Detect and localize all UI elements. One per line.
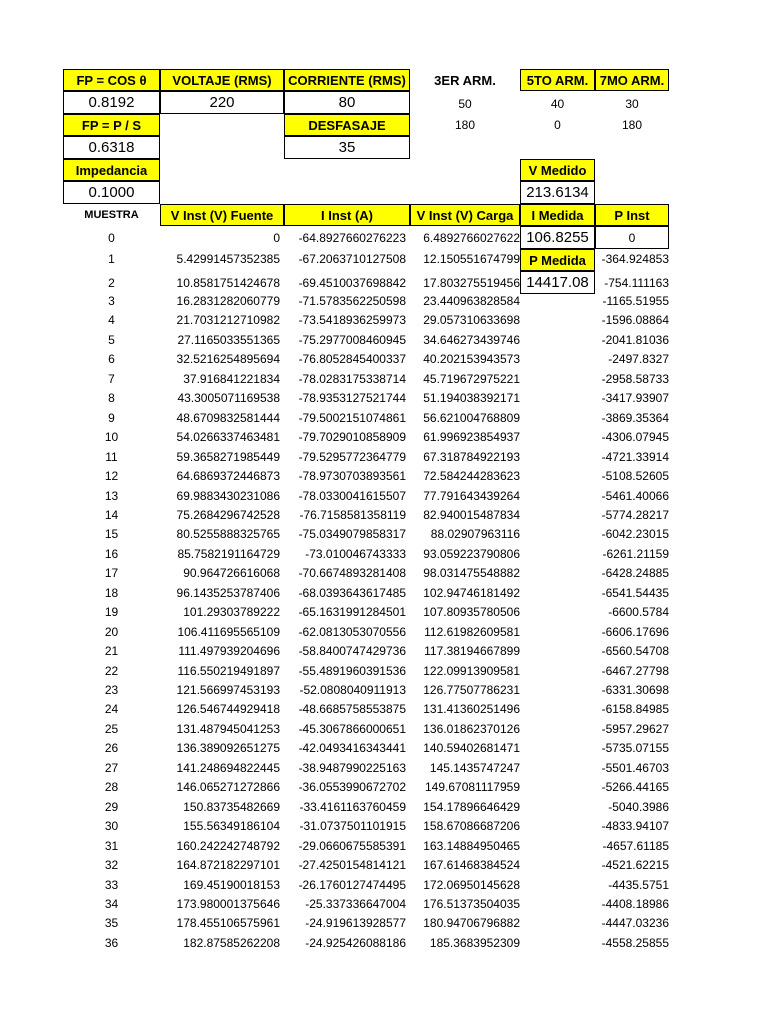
cell-i-inst: -73.5418936259973 [298, 313, 406, 328]
cell-p-inst: -364.924853 [601, 252, 669, 266]
cell-muestra: 11 [105, 449, 118, 464]
cell-p-inst: -2497.8327 [608, 352, 669, 367]
cell-v-carga: 122.09913909581 [423, 663, 520, 678]
cell-p-inst: -6606.17696 [601, 624, 669, 639]
cell-i-inst: -73.010046743333 [305, 546, 406, 561]
cell-v-fuente: 141.248694822445 [176, 760, 280, 775]
cell-v-carga: 45.719672975221 [423, 371, 520, 386]
cell-v-fuente: 155.56349186104 [183, 819, 280, 834]
cell-v-carga: 61.996923854937 [423, 430, 520, 445]
cell-p-inst: -754.111163 [604, 276, 669, 290]
cell-i-inst: -33.4161163760459 [299, 799, 406, 814]
cell-i-inst: -78.0283175338714 [298, 371, 406, 386]
arm3-label: 3ER ARM. [434, 72, 496, 88]
cell-v-carga: 77.791643439264 [423, 488, 520, 503]
cell-p-inst: -5501.46703 [601, 760, 669, 775]
arm5-label: 5TO ARM. [520, 69, 595, 91]
v-medido-value: 213.6134 [520, 181, 595, 204]
cell-v-fuente: 182.87585262208 [183, 935, 280, 950]
cell-i-inst: -29.0660675585391 [298, 838, 406, 853]
cell-muestra: 18 [104, 585, 119, 600]
cell-i-inst: -75.2977008460945 [298, 332, 406, 347]
cell-v-carga: 176.51373504035 [423, 896, 520, 911]
cell-muestra: 10 [104, 430, 119, 445]
cell-muestra: 14 [104, 507, 119, 522]
cell-p-inst: -4306.07945 [601, 430, 669, 445]
cell-i-inst: -36.0553990672702 [298, 780, 406, 795]
cell-p-inst: -6042.23015 [601, 527, 669, 542]
cell-i-inst: -67.2063710127508 [298, 252, 406, 266]
cell-v-carga: 180.94706796882 [423, 916, 520, 931]
cell-v-carga: 167.61468384524 [423, 858, 520, 873]
fp-cos-value: 0.8192 [63, 91, 160, 114]
cell-v-carga: 145.1435747247 [429, 760, 520, 775]
cell-v-carga: 140.59402681471 [423, 741, 520, 756]
cell-muestra: 8 [108, 391, 115, 406]
cell-p-inst: -6331.30698 [601, 683, 669, 697]
cell-p-inst: -6560.54708 [601, 644, 669, 659]
arm7-label: 7MO ARM. [595, 69, 669, 91]
cell-i-inst: -69.4510037698842 [298, 276, 406, 290]
cell-i-inst: -75.0349079858317 [298, 527, 406, 542]
cell-i-inst: -79.7029010858909 [298, 430, 406, 445]
arm5-phase: 0 [554, 118, 561, 132]
fp-ps-value: 0.6318 [63, 136, 160, 159]
cell-v-fuente: 10.8581751424678 [176, 276, 280, 290]
cell-v-fuente: 54.0266337463481 [176, 430, 280, 445]
cell-v-fuente: 121.566997453193 [176, 683, 280, 697]
cell-muestra: 23 [104, 683, 119, 697]
desfasaje-label: DESFASAJE [284, 114, 410, 136]
cell-v-fuente: 75.2684296742528 [176, 507, 280, 522]
i-medida-value: 106.8255 [520, 226, 595, 249]
cell-v-fuente: 69.9883430231086 [176, 488, 280, 503]
cell-v-fuente: 164.872182297101 [176, 858, 280, 873]
cell-muestra: 28 [104, 780, 119, 795]
cell-muestra: 32 [104, 858, 119, 873]
cell-v-fuente: 96.1435253787406 [176, 585, 280, 600]
cell-v-fuente: 136.389092651275 [176, 741, 280, 756]
cell-v-carga: 158.67086687206 [423, 819, 520, 834]
cell-v-fuente: 64.6869372446873 [176, 469, 280, 484]
cell-v-fuente: 43.3005071169538 [177, 391, 280, 406]
cell-v-carga: 163.14884950465 [423, 838, 520, 853]
cell-muestra: 29 [104, 799, 119, 814]
cell-p-inst: -5108.52605 [601, 469, 669, 484]
cell-v-fuente: 126.546744929418 [176, 702, 280, 717]
cell-v-fuente: 37.916841221834 [183, 371, 280, 386]
cell-v-fuente: 16.2831282060779 [176, 294, 280, 308]
cell-p-inst: -5735.07155 [601, 741, 669, 756]
cell-muestra: 30 [104, 819, 119, 834]
cell-v-fuente: 101.29303789222 [183, 605, 280, 620]
cell-v-carga: 136.01862370126 [423, 721, 520, 736]
cell-muestra: 26 [104, 741, 119, 756]
cell-v-carga: 40.202153943573 [423, 352, 520, 367]
cell-i-inst: -78.9730703893561 [298, 469, 406, 484]
cell-muestra: 17 [104, 566, 119, 581]
col-muestra: MUESTRA [84, 209, 139, 221]
cell-v-carga: 17.803275519456 [423, 276, 520, 290]
cell-v-carga: 88.02907963116 [430, 527, 520, 542]
cell-v-carga: 93.059223790806 [423, 546, 520, 561]
cell-v-carga: 98.031475548882 [423, 566, 520, 581]
cell-v-carga: 72.584244283623 [423, 469, 520, 484]
cell-p-inst: -4833.94107 [601, 819, 669, 834]
cell-muestra: 16 [104, 546, 119, 561]
cell-p-inst: 0 [628, 231, 636, 245]
cell-v-fuente: 80.5255888325765 [176, 527, 280, 542]
desfasaje-value: 35 [284, 136, 410, 159]
cell-muestra: 24 [104, 702, 119, 717]
cell-p-inst: -6467.27798 [601, 663, 669, 678]
v-medido-label: V Medido [520, 159, 595, 181]
cell-v-fuente: 48.6709832581444 [176, 410, 280, 425]
cell-i-inst: -48.6685758553875 [298, 702, 406, 717]
cell-v-fuente: 111.497939204696 [178, 644, 280, 659]
arm3-amplitude: 50 [458, 97, 472, 111]
cell-i-inst: -52.0808040911913 [299, 683, 406, 697]
col-v-carga: V Inst (V) Carga [410, 204, 520, 226]
cell-i-inst: -42.0493416343441 [298, 741, 406, 756]
cell-i-inst: -71.5783562250598 [298, 294, 406, 308]
cell-v-carga: 6.4892766027622 [423, 231, 520, 245]
cell-v-fuente: 59.3658271985449 [176, 449, 280, 464]
cell-muestra: 0 [108, 231, 115, 245]
cell-i-inst: -78.9353127521744 [298, 391, 406, 406]
cell-p-inst: -6261.21159 [602, 546, 669, 561]
cell-v-fuente: 32.5216254895694 [176, 352, 280, 367]
col-p-inst: P Inst [595, 204, 669, 226]
cell-i-inst: -65.1631991284501 [298, 605, 406, 620]
cell-muestra: 9 [108, 410, 115, 425]
cell-i-inst: -64.8927660276223 [298, 231, 406, 245]
cell-muestra: 2 [108, 276, 115, 290]
cell-v-carga: 56.621004768809 [423, 410, 520, 425]
cell-p-inst: -6428.24885 [601, 566, 669, 581]
cell-p-inst: -4408.18986 [601, 896, 669, 911]
cell-v-carga: 23.440963828584 [423, 294, 520, 308]
cell-v-fuente: 173.980001375646 [176, 896, 280, 911]
cell-p-inst: -5040.3986 [608, 799, 669, 814]
cell-i-inst: -70.6674893281408 [298, 566, 406, 581]
cell-v-carga: 131.41360251496 [423, 702, 520, 717]
col-i-inst: I Inst (A) [284, 204, 410, 226]
corriente-label: CORRIENTE (RMS) [284, 69, 410, 91]
cell-v-carga: 12.150551674799 [423, 252, 520, 266]
cell-p-inst: -2958.58733 [601, 371, 669, 386]
cell-p-inst: -1596.08864 [601, 313, 669, 328]
cell-muestra: 22 [104, 663, 119, 678]
col-v-fuente: V Inst (V) Fuente [160, 204, 284, 226]
cell-v-fuente: 85.7582191164729 [177, 546, 280, 561]
p-medida-value: 14417.08 [520, 271, 595, 294]
cell-p-inst: -4521.62215 [601, 858, 669, 873]
impedancia-label: Impedancia [63, 159, 160, 181]
arm7-amplitude: 30 [625, 97, 639, 111]
cell-v-fuente: 131.487945041253 [176, 721, 280, 736]
cell-v-fuente: 150.83735482669 [183, 799, 280, 814]
cell-p-inst: -4447.03236 [601, 916, 669, 931]
cell-v-carga: 172.06950145628 [423, 877, 520, 892]
cell-v-fuente: 169.45190018153 [183, 877, 280, 892]
cell-p-inst: -3417.93907 [601, 391, 669, 406]
cell-p-inst: -2041.81036 [601, 332, 669, 347]
cell-p-inst: -6541.54435 [601, 585, 669, 600]
cell-i-inst: -38.9487990225163 [298, 760, 406, 775]
cell-p-inst: -5957.29627 [601, 721, 669, 736]
cell-muestra: 19 [104, 605, 119, 620]
cell-muestra: 33 [104, 877, 119, 892]
cell-v-carga: 117.38194667899 [424, 644, 520, 659]
cell-i-inst: -55.4891960391536 [298, 663, 406, 678]
cell-i-inst: -78.0330041615507 [298, 488, 406, 503]
cell-p-inst: -5266.44165 [601, 780, 669, 795]
cell-i-inst: -24.925426088186 [305, 935, 406, 950]
fp-cos-label: FP = COS θ [63, 69, 160, 91]
cell-i-inst: -62.0813053070556 [298, 624, 406, 639]
cell-v-carga: 107.80935780506 [423, 605, 520, 620]
cell-v-fuente: 160.242242748792 [176, 838, 280, 853]
cell-p-inst: -6158.84985 [601, 702, 669, 717]
cell-v-fuente: 106.411695565109 [177, 624, 280, 639]
cell-v-carga: 149.67081117959 [425, 780, 520, 795]
cell-v-carga: 82.940015487834 [423, 507, 520, 522]
cell-muestra: 34 [104, 896, 119, 911]
cell-p-inst: -5461.40066 [601, 488, 669, 503]
cell-muestra: 15 [104, 527, 119, 542]
cell-muestra: 4 [108, 313, 115, 328]
cell-i-inst: -45.3067866000651 [298, 721, 406, 736]
cell-muestra: 12 [104, 469, 119, 484]
cell-v-fuente: 5.42991457352385 [176, 252, 280, 266]
cell-i-inst: -79.5002151074861 [298, 410, 406, 425]
cell-v-fuente: 27.1165033551365 [177, 332, 280, 347]
cell-i-inst: -25.337336647004 [305, 896, 406, 911]
cell-muestra: 1 [108, 252, 115, 266]
cell-v-carga: 126.77507786231 [423, 683, 520, 697]
cell-muestra: 35 [104, 916, 119, 931]
cell-p-inst: -5774.28217 [601, 507, 669, 522]
cell-i-inst: -76.8052845400337 [298, 352, 406, 367]
cell-v-carga: 29.057310633698 [423, 313, 520, 328]
cell-i-inst: -27.4250154814121 [298, 858, 406, 873]
cell-v-carga: 102.94746181492 [423, 585, 520, 600]
arm5-amplitude: 40 [550, 97, 565, 111]
cell-p-inst: -4657.61185 [602, 838, 669, 853]
cell-muestra: 5 [108, 332, 115, 347]
cell-i-inst: -58.8400747429736 [298, 644, 406, 659]
impedancia-value: 0.1000 [63, 181, 160, 204]
fp-ps-label: FP = P / S [63, 114, 160, 136]
cell-muestra: 21 [104, 644, 119, 659]
cell-i-inst: -79.5295772364779 [298, 449, 406, 464]
cell-i-inst: -31.0737501101915 [299, 819, 406, 834]
cell-muestra: 36 [104, 935, 119, 950]
arm3-phase: 180 [454, 118, 476, 132]
cell-v-carga: 154.17896646429 [423, 799, 520, 814]
col-i-medida: I Medida [520, 204, 595, 226]
cell-v-carga: 185.3683952309 [429, 935, 520, 950]
cell-muestra: 7 [108, 371, 115, 386]
cell-muestra: 25 [104, 721, 119, 736]
cell-muestra: 27 [104, 760, 119, 775]
cell-p-inst: -1165.51955 [602, 294, 669, 308]
cell-v-fuente: 21.7031212710982 [176, 313, 280, 328]
cell-muestra: 3 [108, 294, 115, 308]
cell-v-fuente: 90.964726616068 [183, 566, 280, 581]
arm7-phase: 180 [621, 118, 643, 132]
voltaje-label: VOLTAJE (RMS) [160, 69, 284, 91]
cell-p-inst: -6600.5784 [608, 605, 669, 620]
cell-p-inst: -4558.25855 [601, 935, 669, 950]
cell-v-carga: 51.194038392171 [423, 391, 520, 406]
cell-muestra: 20 [104, 624, 119, 639]
cell-muestra: 13 [104, 488, 119, 503]
cell-v-fuente: 116.550219491897 [177, 663, 280, 678]
cell-p-inst: -4721.33914 [601, 449, 669, 464]
cell-p-inst: -3869.35364 [601, 410, 669, 425]
cell-v-carga: 112.61982609581 [424, 624, 520, 639]
cell-i-inst: -76.7158581358119 [299, 507, 406, 522]
cell-v-fuente: 0 [273, 231, 280, 245]
cell-i-inst: -26.1760127474495 [298, 877, 406, 892]
cell-i-inst: -24.919613928577 [305, 916, 406, 931]
voltaje-value: 220 [160, 91, 284, 114]
cell-muestra: 31 [104, 838, 119, 853]
cell-v-carga: 67.318784922193 [423, 449, 520, 464]
cell-v-fuente: 178.455106575961 [176, 916, 280, 931]
cell-muestra: 6 [108, 352, 115, 367]
cell-i-inst: -68.0393643617485 [298, 585, 406, 600]
cell-v-fuente: 146.065271272866 [176, 780, 280, 795]
p-medida-label: P Medida [520, 249, 595, 271]
cell-v-carga: 34.646273439746 [423, 332, 520, 347]
cell-p-inst: -4435.5751 [608, 877, 669, 892]
corriente-value: 80 [284, 91, 410, 114]
